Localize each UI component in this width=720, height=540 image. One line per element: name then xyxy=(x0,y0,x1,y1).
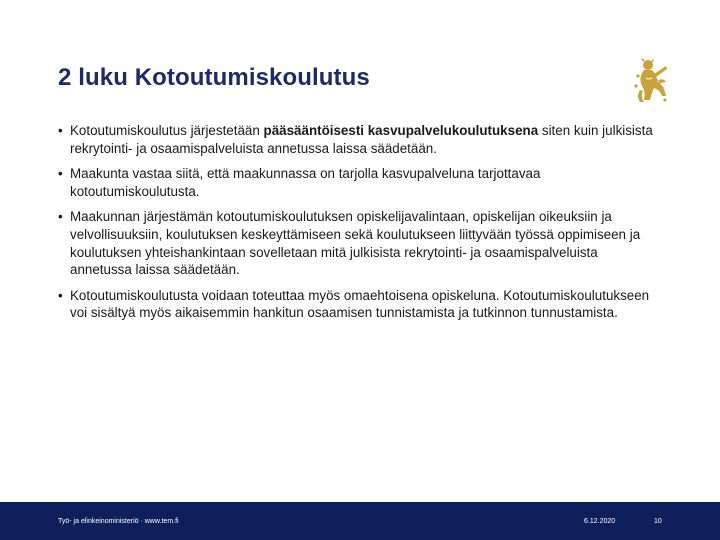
bullet-marker: • xyxy=(58,123,63,138)
bullet-item xyxy=(58,165,658,200)
bullet-list xyxy=(58,122,658,330)
bullet-text: Maakunta vastaa siitä, että maakunnassa on tarjolla kasvupalveluna tarjottavaa kotoutumiskoulutusta. xyxy=(70,166,541,199)
lion-crest-icon xyxy=(632,56,672,106)
bullet-item xyxy=(58,287,658,322)
bullet-marker: • xyxy=(58,209,63,225)
bullet-text: Maakunnan järjestämän kotoutumiskoulutuksen opiskelijavalintaan, opiskelijan oikeuksiin ja velvollisuuksiin, koulutuksen keskeyttämiseen sekä koulutukseen liittyvään työssä oppimiseen ja koulutuksen yhteishankintaan sovelletaan mitä julkisista rekrytointi- ja osaamispalveluista annetussa laissa säädetään. xyxy=(70,209,641,278)
bullet-text: siten kuin julkisista rekrytointi- ja osaamispalveluista annetussa laissa säädetään. xyxy=(70,123,653,156)
bullet-text: Kotoutumiskoulutusta voidaan toteuttaa myös omaehtoisena opiskeluna. Kotoutumiskoulutukseen voi sisältyä myös aikaisemmin hankitun osaamisen tunnistamista ja tutkinnon tunnustamista. xyxy=(70,287,650,321)
bullet-item xyxy=(58,208,658,278)
footer-date: 6.12.2020 xyxy=(584,518,616,525)
bullet-marker: • xyxy=(58,166,63,182)
page-number: 10 xyxy=(654,518,662,525)
bullet-marker: • xyxy=(58,287,63,303)
slide-title: 2 luku Kotoutumiskoulutus xyxy=(58,64,370,91)
footer-bar xyxy=(0,502,720,540)
bullet-text-bold: pääsääntöisesti kasvupalvelukoulutuksena xyxy=(263,123,539,138)
bullet-item xyxy=(58,122,658,157)
bullet-text: Kotoutumiskoulutus järjestetään xyxy=(70,123,264,138)
footer-organization: Työ- ja elinkeinoministeriö · www.tem.fi xyxy=(58,518,179,525)
